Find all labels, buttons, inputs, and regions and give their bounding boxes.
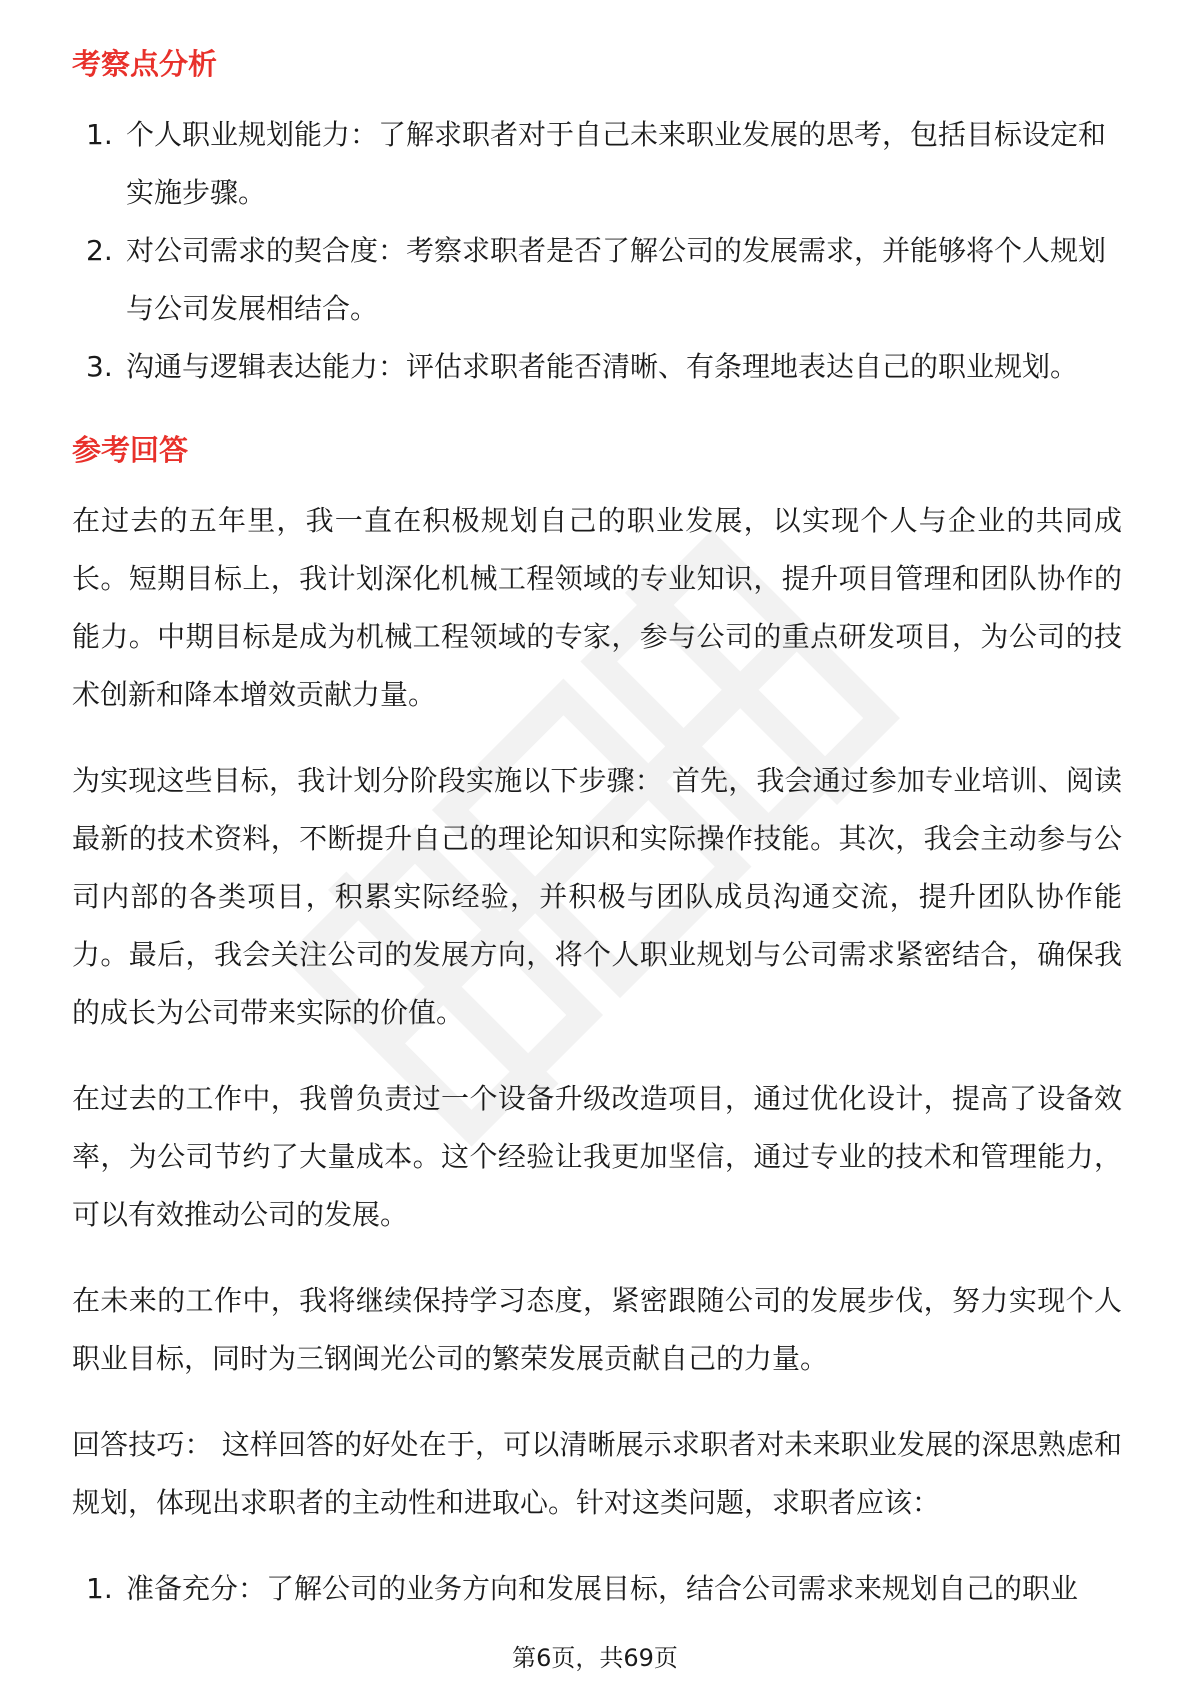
list-item: 1. 个人职业规划能力：了解求职者对于自己未来职业发展的思考，包括目标设定和实施步骤。 <box>86 118 1107 209</box>
page-number: 第6页，共69页 <box>512 1644 678 1672</box>
answer-paragraph: 在未来的工作中，我将继续保持学习态度，紧密跟随公司的发展步伐，努力实现个人职业目标，同时为三钢闽光公司的繁荣发展贡献自己的力量。 <box>72 1284 1122 1375</box>
tips-points-list <box>72 1560 1122 1618</box>
answer-paragraph: 在过去的工作中，我曾负责过一个设备升级改造项目，通过优化设计，提高了设备效率，为公司节约了大量成本。这个经验让我更加坚信，通过专业的技术和管理能力，可以有效推动公司的发展。 <box>72 1082 1122 1231</box>
answer-paragraph: 在过去的五年里，我一直在积极规划自己的职业发展，以实现个人与企业的共同成长。短期目标上，我计划深化机械工程领域的专业知识，提升项目管理和团队协作的能力。中期目标是成为机械工程领域的专家，参与公司的重点研发项目，为公司的技术创新和降本增效贡献力量。 <box>72 504 1122 711</box>
list-item: 2. 对公司需求的契合度：考察求职者是否了解公司的发展需求，并能够将个人规划与公司发展相结合。 <box>86 234 1107 325</box>
analysis-section-title: 考察点分析 <box>72 47 218 81</box>
answer-section-title: 参考回答 <box>72 433 189 467</box>
answer-paragraph: 为实现这些目标，我计划分阶段实施以下步骤： 首先，我会通过参加专业培训、阅读最新的技术资料，不断提升自己的理论知识和实际操作技能。其次，我会主动参与公司内部的各类项目，积累实际经验，并积极与团队成员沟通交流，提升团队协作能力。最后，我会关注公司的发展方向，将个人职业规划与公司需求紧密结合，确保我的成长为公司带来实际的价值。 <box>72 764 1122 1029</box>
analysis-points-list <box>72 106 1122 396</box>
tips-intro-paragraph: 回答技巧： 这样回答的好处在于，可以清晰展示求职者对未来职业发展的深思熟虑和规划，体现出求职者的主动性和进取心。针对这类问题，求职者应该： <box>72 1428 1122 1519</box>
list-item: 3. 沟通与逻辑表达能力：评估求职者能否清晰、有条理地表达自己的职业规划。 <box>86 350 1079 383</box>
document-content <box>72 44 1122 1618</box>
list-item: 1. 准备充分：了解公司的业务方向和发展目标，结合公司需求来规划自己的职业 <box>86 1572 1079 1605</box>
